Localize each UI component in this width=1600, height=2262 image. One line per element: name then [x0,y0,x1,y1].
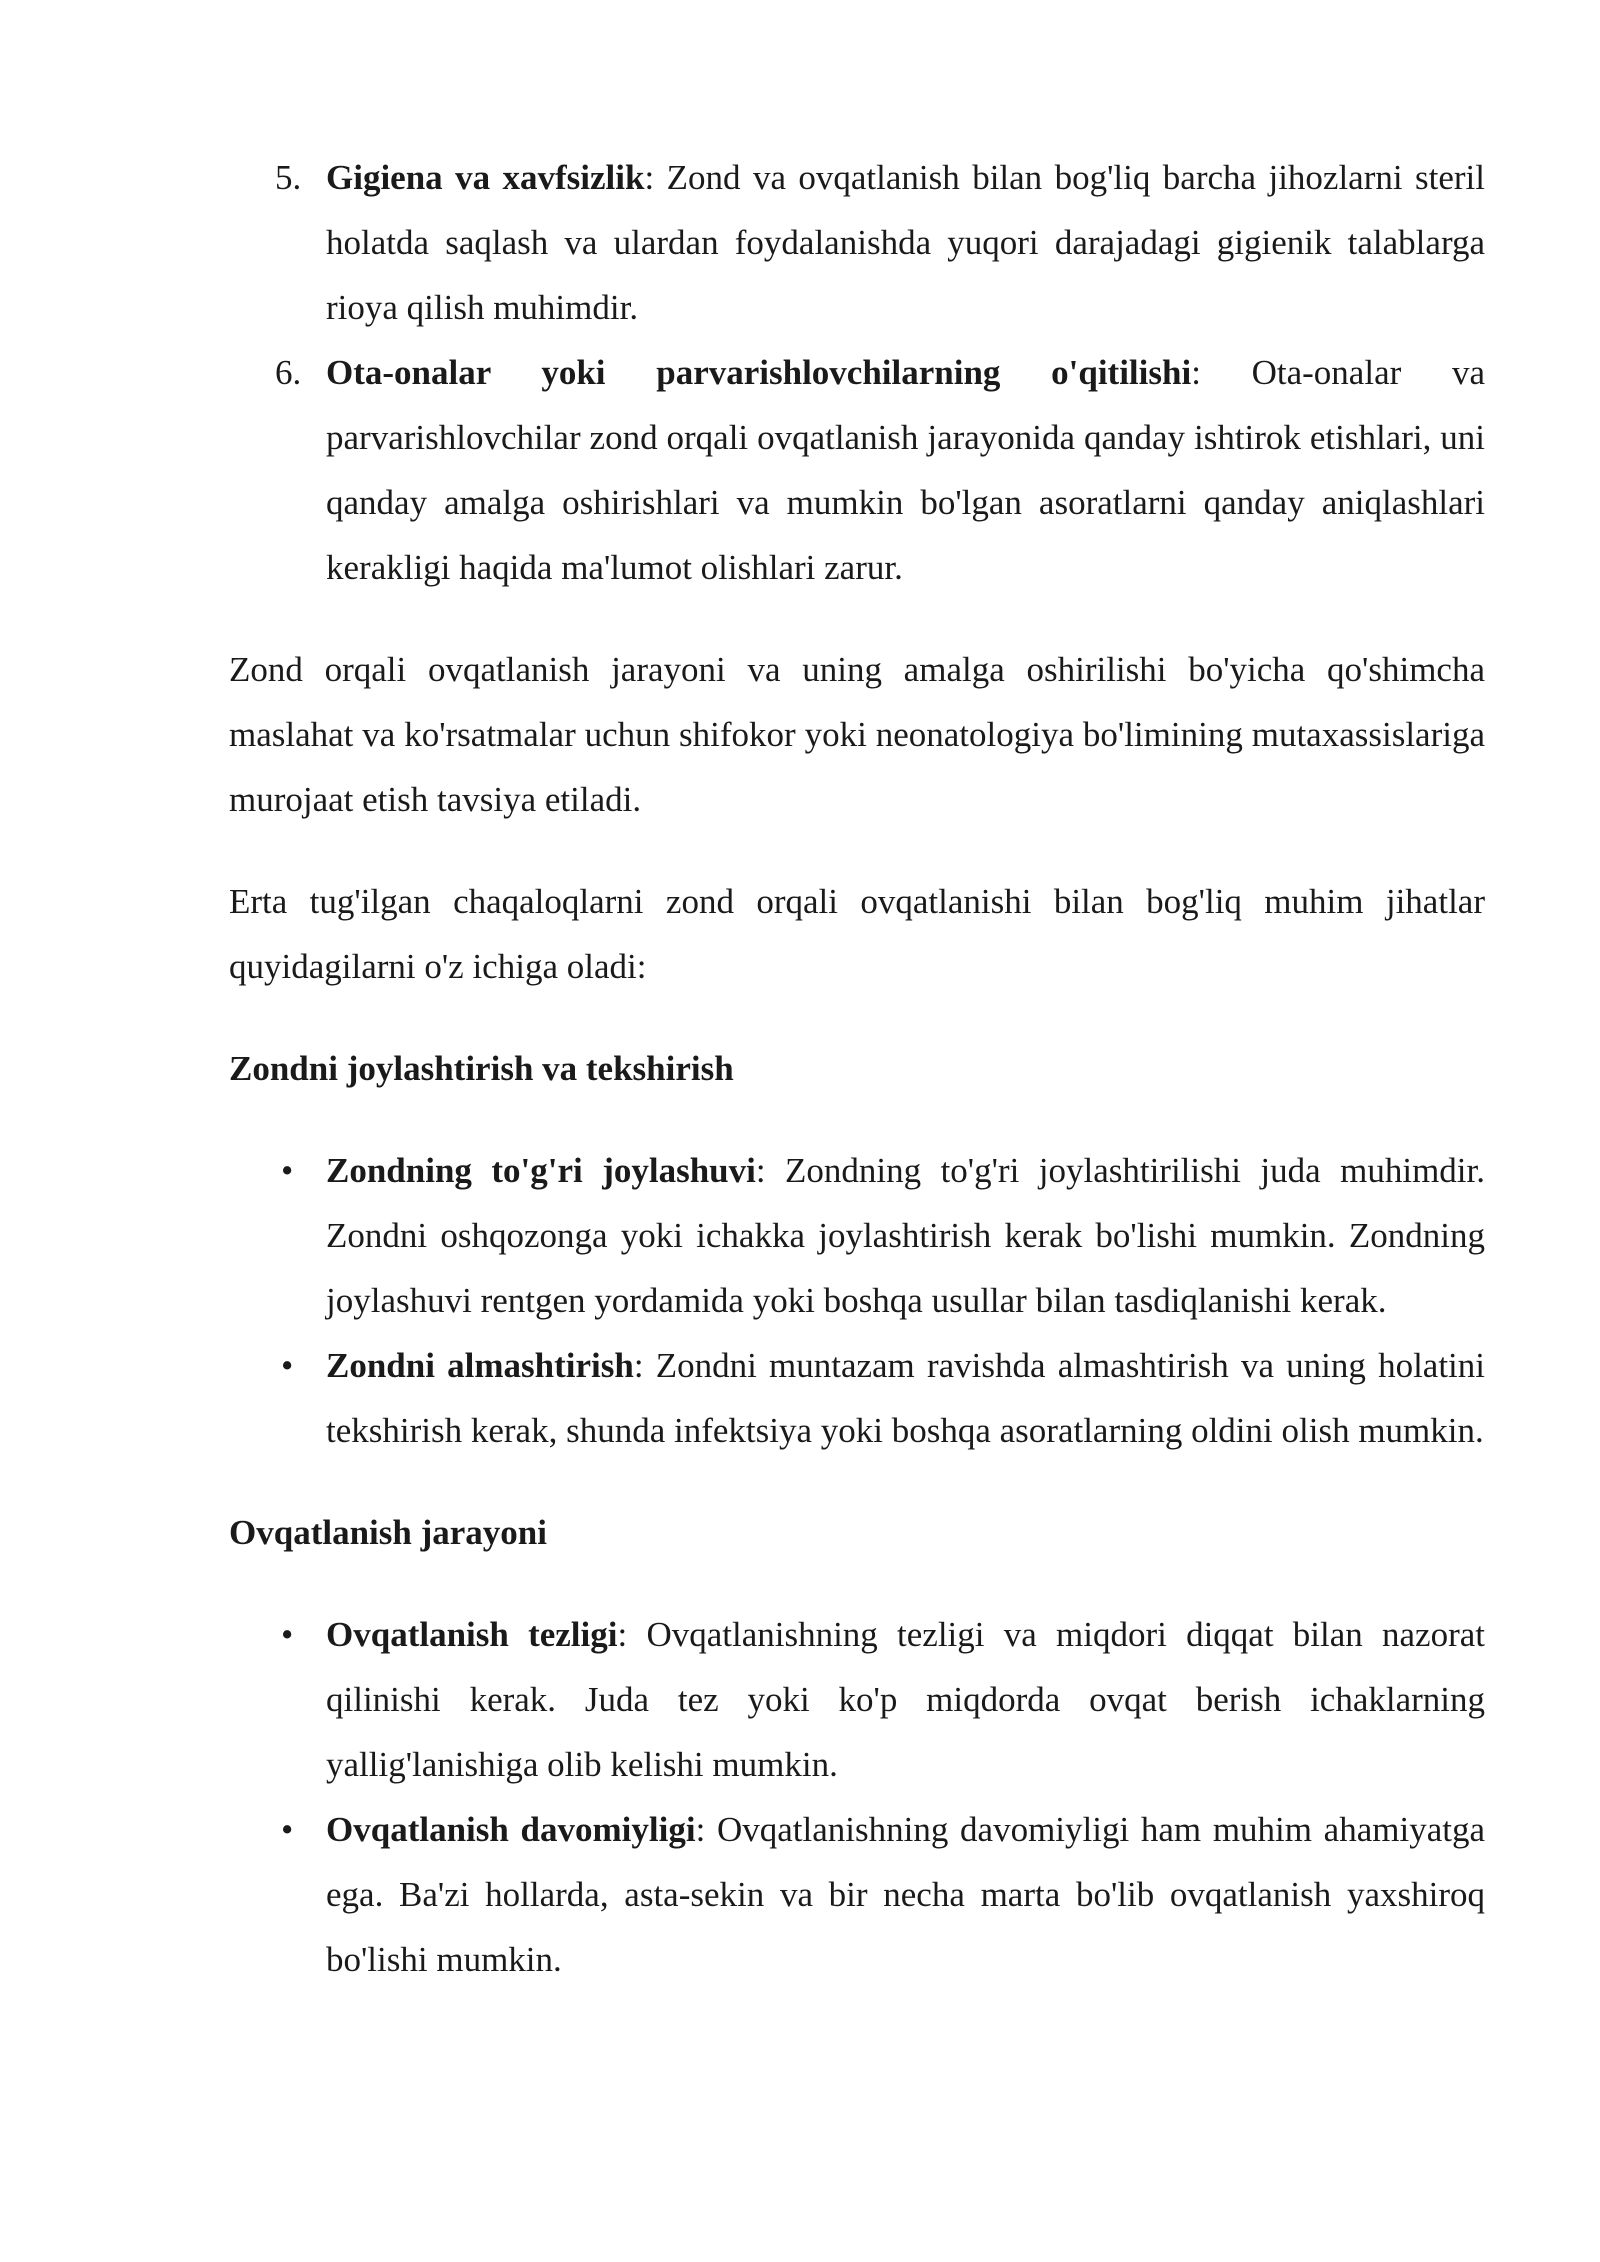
item-term: Gigiena va xavfsizlik [326,158,645,197]
bullet-list [229,1138,1485,1463]
document-page [229,145,1485,1992]
list-number: 6. [275,353,302,392]
body-paragraph: Erta tug'ilgan chaqaloqlarni zond orqali ovqatlanishi bilan bog'liq muhim jihatlar quyidagilarni o'z ichiga oladi: [229,882,1485,986]
bullet-icon: • [281,1151,294,1190]
body-paragraph: Zond orqali ovqatlanish jarayoni va uning amalga oshirilishi bo'yicha qo'shimcha maslahat va ko'rsatmalar uchun shifokor yoki neonatologiya bo'limining mutaxassislariga murojaat etish tavsiya etiladi. [229,650,1485,819]
item-text: : Ovqatlanishning davomiyligi ham muhim ahamiyatga ega. Ba'zi hollarda, asta-sekin va bir necha marta bo'lib ovqatlanish yaxshiroq bo'lishi mumkin. [326,1810,1485,1979]
list-number: 5. [275,158,302,197]
numbered-list [229,145,1485,600]
bullet-list [229,1602,1485,1992]
item-text: : Ota-onalar va parvarishlovchilar zond orqali ovqatlanish jarayonida qanday ishtirok etishlari, uni qanday amalga oshirishlari va mumkin bo'lgan asoratlarni qanday aniqlashlari kerakligi haqida ma'lumot olishlari zarur. [326,353,1485,587]
bullet-list-item [229,1797,1485,1992]
bullet-icon: • [281,1615,294,1654]
numbered-list-item [229,340,1485,600]
item-term: Ovqatlanish tezligi [326,1615,618,1654]
bullet-icon: • [281,1346,294,1385]
item-term: Zondning to'g'ri joylashuvi [326,1151,756,1190]
item-text: : Zond va ovqatlanish bilan bog'liq barcha jihozlarni steril holatda saqlash va ulardan foydalanishda yuqori darajadagi gigienik talablarga rioya qilish muhimdir. [326,158,1485,327]
section-heading: Zondni joylashtirish va tekshirish [229,1049,734,1088]
item-text: : Zondning to'g'ri joylashtirilishi juda muhimdir. Zondni oshqozonga yoki ichakka joylashtirish kerak bo'lishi mumkin. Zondning joylashuvi rentgen yordamida yoki boshqa usullar bilan tasdiqlanishi kerak. [326,1151,1485,1320]
bullet-icon: • [281,1810,294,1849]
item-text: : Ovqatlanishning tezligi va miqdori diqqat bilan nazorat qilinishi kerak. Juda tez yoki ko'p miqdorda ovqat berish ichaklarning yallig'lanishiga olib kelishi mumkin. [326,1615,1485,1784]
item-text: : Zondni muntazam ravishda almashtirish va uning holatini tekshirish kerak, shunda infektsiya yoki boshqa asoratlarning oldini olish mumkin. [326,1346,1485,1450]
bullet-list-item [229,1602,1485,1797]
bullet-list-item [229,1138,1485,1333]
section-heading: Ovqatlanish jarayoni [229,1513,547,1552]
bullet-list-item [229,1333,1485,1463]
numbered-list-item [229,145,1485,340]
item-term: Zondni almashtirish [326,1346,634,1385]
item-term: Ovqatlanish davomiyligi [326,1810,696,1849]
item-term: Ota-onalar yoki parvarishlovchilarning o'qitilishi [326,353,1192,392]
